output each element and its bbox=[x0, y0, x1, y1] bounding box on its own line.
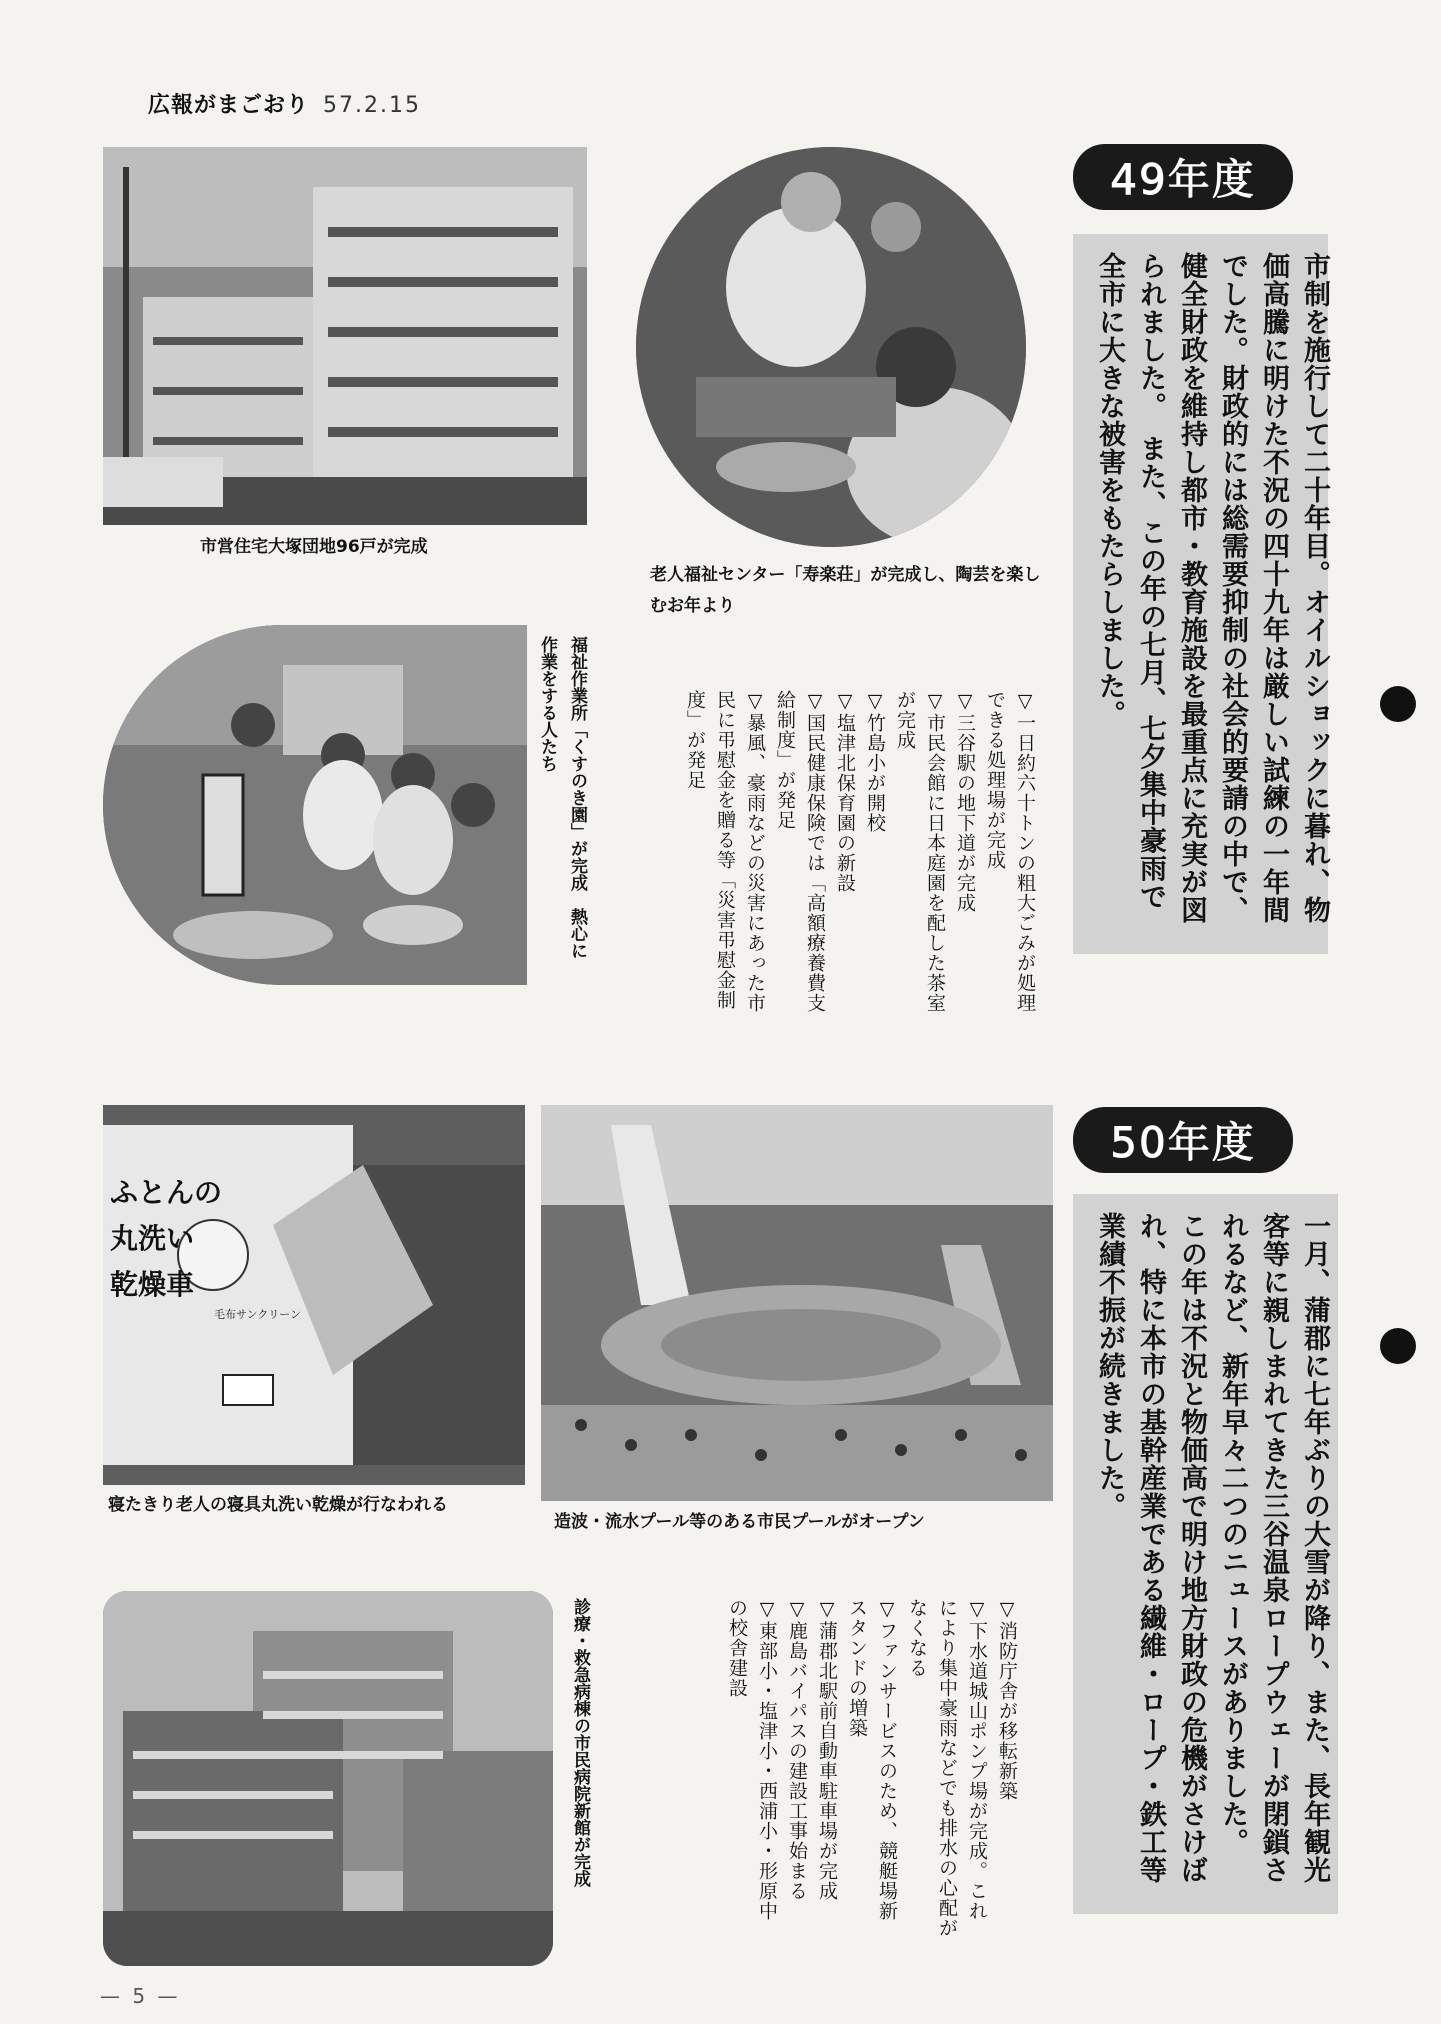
list-item: ▽国民健康保険では「高額療養費支給制度」が発足 bbox=[774, 690, 826, 1013]
elderly-center-caption: 老人福祉センター「寿楽荘」が完成し、陶芸を楽しむお年より bbox=[650, 565, 1041, 616]
fy50-banner-label: 50年度 bbox=[1110, 1118, 1256, 1167]
list-item: ▽竹島小が開校 bbox=[864, 690, 886, 833]
truck-sign bbox=[110, 1170, 222, 1308]
housing-caption: 市営住宅大塚団地96戸が完成 bbox=[200, 537, 428, 557]
pool-caption: 造波・流水プール等のある市民プールがオープン bbox=[554, 1512, 925, 1532]
fy49-banner-label: 49年度 bbox=[1110, 155, 1256, 204]
list-item: ▽一日約六十トンの粗大ごみが処理できる処理場が完成 bbox=[984, 690, 1036, 1013]
fy49-summary-text: 市制を施行して二十年目。オイルショックに暮れ、物価高騰に明けた不況の四十九年は厳しい試練の一年間でした。財政的には総需要抑制の社会的要請の中で、健全財政を維持し都市・教育施設を最重点に充実が図られました。 また、この年の七月、七夕集中豪雨で全市に大きな被害をもたらしました。 bbox=[1094, 252, 1330, 924]
newsletter-title: 広報がまごおり bbox=[148, 93, 310, 118]
list-item: ▽下水道城山ポンプ場が完成。これにより集中豪雨などでも排水の心配がなくなる bbox=[906, 1598, 988, 1938]
list-item: ▽塩津北保育園の新設 bbox=[834, 690, 856, 893]
fy50-summary-text: 一月、蒲郡に七年ぶりの大雪が降り、また、長年観光客等に親しまれてきた三谷温泉ロープウェーが閉鎖されるなど、新年早々二つのニュースがありました。 この年は不況と物価高で明け地方財政の危機がさけばれ、特に本市の基幹産業である繊維・ロープ・鉄工等業績不振が続きました。 bbox=[1094, 1212, 1330, 1884]
newsletter-header bbox=[148, 88, 421, 119]
truck-sign-line: 乾燥車 bbox=[110, 1268, 195, 1301]
fy49-item-list bbox=[640, 690, 1040, 1020]
truck-sign-line: 丸洗い bbox=[110, 1222, 195, 1255]
workshop-caption: 福祉作業所「くすのき園」が完成 熱心に作業をする人たち bbox=[537, 636, 587, 959]
fy49-summary-box bbox=[1073, 234, 1328, 954]
truck-company-label: 毛布サンクリーン bbox=[214, 1308, 302, 1321]
list-item: ▽東部小・塩津小・西浦小・形原中の校舎建設 bbox=[726, 1598, 778, 1921]
list-item: ▽蒲郡北駅前自動車駐車場が完成 bbox=[816, 1598, 838, 1901]
list-item: ▽市民会館に日本庭園を配した茶室が完成 bbox=[894, 690, 946, 1013]
list-item: ▽鹿島バイパスの建設工事始まる bbox=[786, 1598, 808, 1901]
list-item: ▽消防庁舎が移転新築 bbox=[996, 1598, 1018, 1801]
pool-photo bbox=[541, 1105, 1053, 1501]
fy50-summary-box bbox=[1073, 1194, 1338, 1914]
page-number: — 5 — bbox=[100, 1984, 181, 2008]
workshop-photo bbox=[103, 625, 527, 985]
hospital-caption: 診療・救急病棟の市民病院新館が完成 bbox=[570, 1598, 590, 1887]
hospital-photo bbox=[103, 1591, 553, 1966]
bedding-caption: 寝たきり老人の寝具丸洗い乾燥が行なわれる bbox=[108, 1495, 448, 1515]
margin-dot bbox=[1380, 686, 1416, 722]
truck-sign-line: ふとんの bbox=[110, 1176, 223, 1209]
issue-date: 57.2.15 bbox=[323, 93, 421, 118]
fy49-banner bbox=[1073, 144, 1293, 210]
margin-dot bbox=[1380, 1328, 1416, 1364]
fy50-banner bbox=[1073, 1107, 1293, 1173]
elderly-center-photo bbox=[636, 147, 1026, 547]
fy50-item-list bbox=[722, 1598, 1022, 1938]
list-item: ▽三谷駅の地下道が完成 bbox=[954, 690, 976, 913]
list-item: ▽ファンサービスのため、競艇場新スタンドの増築 bbox=[846, 1598, 898, 1921]
list-item: ▽暴風、豪雨などの災害にあった市民に弔慰金を贈る等「災害弔慰金制度」が発足 bbox=[684, 690, 766, 1013]
housing-photo bbox=[103, 147, 587, 525]
